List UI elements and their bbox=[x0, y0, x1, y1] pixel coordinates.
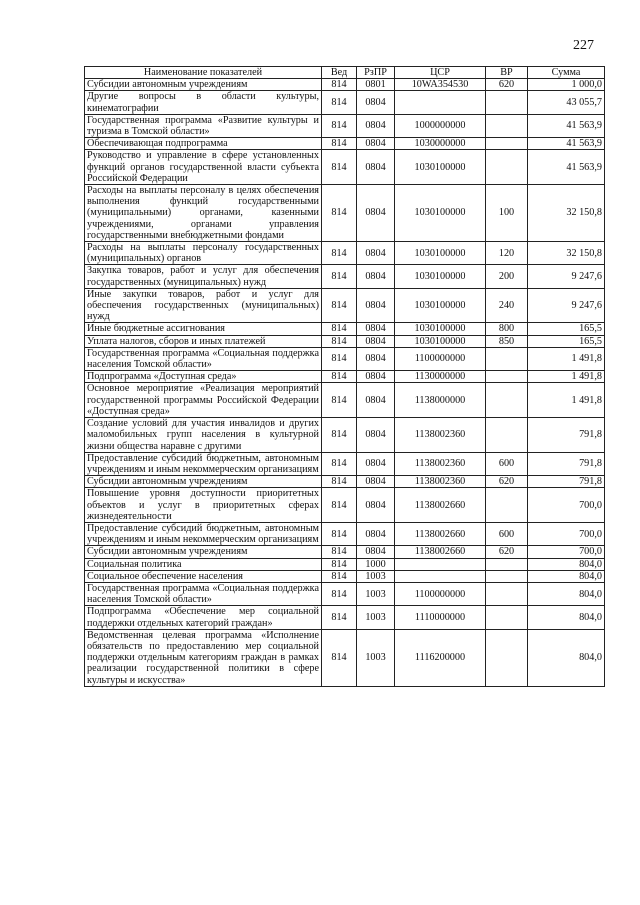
header-csr: ЦСР bbox=[395, 67, 486, 79]
cell-csr: 1030100000 bbox=[395, 242, 486, 265]
cell-name: Обеспечивающая подпрограмма bbox=[85, 138, 322, 150]
table-row bbox=[85, 418, 605, 453]
cell-name: Другие вопросы в области культуры, кинематографии bbox=[85, 91, 322, 114]
table-row bbox=[85, 476, 605, 488]
cell-vr bbox=[486, 606, 528, 629]
cell-name: Предоставление субсидий бюджетным, автономным учреждениям и иным некоммерческим организациям bbox=[85, 452, 322, 475]
table-header-row bbox=[85, 67, 605, 79]
table-row bbox=[85, 522, 605, 545]
cell-csr: 1138002660 bbox=[395, 522, 486, 545]
table-row bbox=[85, 570, 605, 582]
cell-csr: 1100000000 bbox=[395, 347, 486, 370]
table-row bbox=[85, 79, 605, 91]
cell-csr: 1100000000 bbox=[395, 582, 486, 605]
cell-rzpr: 0804 bbox=[357, 323, 395, 335]
cell-vr bbox=[486, 488, 528, 523]
cell-csr: 1030100000 bbox=[395, 150, 486, 185]
page-number: 227 bbox=[573, 38, 594, 53]
cell-name: Подпрограмма «Обеспечение мер социальной поддержки отдельных категорий граждан» bbox=[85, 606, 322, 629]
cell-vr: 620 bbox=[486, 79, 528, 91]
cell-vr bbox=[486, 383, 528, 418]
cell-name: Подпрограмма «Доступная среда» bbox=[85, 371, 322, 383]
table-row bbox=[85, 150, 605, 185]
cell-csr: 1030100000 bbox=[395, 323, 486, 335]
cell-sum: 9 247,6 bbox=[528, 288, 605, 323]
header-rzpr: РзПР bbox=[357, 67, 395, 79]
cell-ved: 814 bbox=[322, 582, 357, 605]
cell-csr: 1138002360 bbox=[395, 418, 486, 453]
cell-sum: 165,5 bbox=[528, 323, 605, 335]
table-row bbox=[85, 546, 605, 558]
cell-name: Субсидии автономным учреждениям bbox=[85, 546, 322, 558]
cell-name: Повышение уровня доступности приоритетных объектов и услуг в приоритетных сферах жизнедеятельности bbox=[85, 488, 322, 523]
cell-ved: 814 bbox=[322, 452, 357, 475]
cell-rzpr: 0804 bbox=[357, 488, 395, 523]
cell-name: Социальная политика bbox=[85, 558, 322, 570]
cell-rzpr: 0804 bbox=[357, 138, 395, 150]
table-row bbox=[85, 582, 605, 605]
cell-ved: 814 bbox=[322, 476, 357, 488]
cell-csr bbox=[395, 558, 486, 570]
cell-sum: 804,0 bbox=[528, 582, 605, 605]
cell-csr: 1138002360 bbox=[395, 476, 486, 488]
cell-rzpr: 0804 bbox=[357, 185, 395, 242]
table-row bbox=[85, 91, 605, 114]
cell-sum: 804,0 bbox=[528, 606, 605, 629]
cell-ved: 814 bbox=[322, 558, 357, 570]
cell-sum: 41 563,9 bbox=[528, 138, 605, 150]
cell-ved: 814 bbox=[322, 323, 357, 335]
cell-ved: 814 bbox=[322, 629, 357, 686]
cell-sum: 1 000,0 bbox=[528, 79, 605, 91]
cell-rzpr: 0804 bbox=[357, 114, 395, 137]
cell-csr: 1130000000 bbox=[395, 371, 486, 383]
table-row bbox=[85, 558, 605, 570]
table-row bbox=[85, 606, 605, 629]
cell-rzpr: 1003 bbox=[357, 606, 395, 629]
cell-name: Государственная программа «Социальная поддержка населения Томской области» bbox=[85, 582, 322, 605]
cell-csr: 1030100000 bbox=[395, 265, 486, 288]
cell-sum: 41 563,9 bbox=[528, 150, 605, 185]
cell-vr: 600 bbox=[486, 522, 528, 545]
cell-csr: 1000000000 bbox=[395, 114, 486, 137]
cell-name: Государственная программа «Развитие культуры и туризма в Томской области» bbox=[85, 114, 322, 137]
cell-ved: 814 bbox=[322, 242, 357, 265]
cell-ved: 814 bbox=[322, 79, 357, 91]
cell-sum: 32 150,8 bbox=[528, 185, 605, 242]
cell-vr: 850 bbox=[486, 335, 528, 347]
cell-sum: 700,0 bbox=[528, 522, 605, 545]
cell-vr bbox=[486, 629, 528, 686]
cell-rzpr: 0804 bbox=[357, 265, 395, 288]
cell-vr: 600 bbox=[486, 452, 528, 475]
table-row bbox=[85, 371, 605, 383]
cell-vr bbox=[486, 150, 528, 185]
table-row bbox=[85, 629, 605, 686]
cell-vr: 200 bbox=[486, 265, 528, 288]
cell-name: Субсидии автономным учреждениям bbox=[85, 476, 322, 488]
cell-vr bbox=[486, 114, 528, 137]
cell-rzpr: 1003 bbox=[357, 629, 395, 686]
cell-csr: 1030100000 bbox=[395, 335, 486, 347]
cell-csr bbox=[395, 91, 486, 114]
cell-csr: 10WA354530 bbox=[395, 79, 486, 91]
cell-rzpr: 1003 bbox=[357, 570, 395, 582]
cell-sum: 41 563,9 bbox=[528, 114, 605, 137]
cell-rzpr: 0804 bbox=[357, 371, 395, 383]
cell-vr bbox=[486, 570, 528, 582]
cell-name: Иные закупки товаров, работ и услуг для обеспечения государственных (муниципальных) нужд bbox=[85, 288, 322, 323]
budget-table bbox=[84, 66, 605, 687]
cell-rzpr: 0804 bbox=[357, 91, 395, 114]
cell-sum: 43 055,7 bbox=[528, 91, 605, 114]
table-row bbox=[85, 288, 605, 323]
cell-csr: 1138002660 bbox=[395, 546, 486, 558]
cell-vr bbox=[486, 91, 528, 114]
cell-sum: 700,0 bbox=[528, 546, 605, 558]
cell-name: Расходы на выплаты персоналу государственных (муниципальных) органов bbox=[85, 242, 322, 265]
cell-rzpr: 0804 bbox=[357, 242, 395, 265]
cell-csr: 1030100000 bbox=[395, 185, 486, 242]
cell-name: Создание условий для участия инвалидов и других маломобильных групп населения в культурной жизни общества наравне с другими bbox=[85, 418, 322, 453]
cell-ved: 814 bbox=[322, 185, 357, 242]
cell-ved: 814 bbox=[322, 546, 357, 558]
cell-sum: 791,8 bbox=[528, 476, 605, 488]
table-row bbox=[85, 335, 605, 347]
cell-vr: 620 bbox=[486, 476, 528, 488]
cell-vr bbox=[486, 558, 528, 570]
cell-csr: 1030100000 bbox=[395, 288, 486, 323]
cell-csr: 1138002360 bbox=[395, 452, 486, 475]
table-row bbox=[85, 114, 605, 137]
cell-ved: 814 bbox=[322, 371, 357, 383]
cell-ved: 814 bbox=[322, 91, 357, 114]
cell-sum: 1 491,8 bbox=[528, 383, 605, 418]
header-vr: ВР bbox=[486, 67, 528, 79]
header-sum: Сумма bbox=[528, 67, 605, 79]
table-row bbox=[85, 323, 605, 335]
cell-rzpr: 0804 bbox=[357, 150, 395, 185]
cell-name: Закупка товаров, работ и услуг для обеспечения государственных (муниципальных) нужд bbox=[85, 265, 322, 288]
cell-rzpr: 0804 bbox=[357, 418, 395, 453]
header-name: Наименование показателей bbox=[85, 67, 322, 79]
cell-sum: 804,0 bbox=[528, 629, 605, 686]
cell-ved: 814 bbox=[322, 418, 357, 453]
cell-sum: 700,0 bbox=[528, 488, 605, 523]
cell-sum: 1 491,8 bbox=[528, 347, 605, 370]
cell-csr: 1116200000 bbox=[395, 629, 486, 686]
cell-ved: 814 bbox=[322, 150, 357, 185]
cell-rzpr: 0804 bbox=[357, 546, 395, 558]
cell-rzpr: 0804 bbox=[357, 452, 395, 475]
table-row bbox=[85, 452, 605, 475]
table-row bbox=[85, 138, 605, 150]
cell-vr bbox=[486, 582, 528, 605]
cell-rzpr: 0804 bbox=[357, 383, 395, 418]
cell-name: Социальное обеспечение населения bbox=[85, 570, 322, 582]
cell-rzpr: 0804 bbox=[357, 522, 395, 545]
cell-rzpr: 0804 bbox=[357, 335, 395, 347]
cell-ved: 814 bbox=[322, 570, 357, 582]
cell-name: Уплата налогов, сборов и иных платежей bbox=[85, 335, 322, 347]
table-row bbox=[85, 347, 605, 370]
cell-ved: 814 bbox=[322, 114, 357, 137]
cell-ved: 814 bbox=[322, 488, 357, 523]
cell-ved: 814 bbox=[322, 347, 357, 370]
cell-sum: 32 150,8 bbox=[528, 242, 605, 265]
cell-ved: 814 bbox=[322, 522, 357, 545]
cell-vr: 120 bbox=[486, 242, 528, 265]
table-row bbox=[85, 488, 605, 523]
cell-sum: 165,5 bbox=[528, 335, 605, 347]
cell-sum: 1 491,8 bbox=[528, 371, 605, 383]
cell-csr: 1138002660 bbox=[395, 488, 486, 523]
cell-sum: 9 247,6 bbox=[528, 265, 605, 288]
cell-rzpr: 1000 bbox=[357, 558, 395, 570]
cell-ved: 814 bbox=[322, 383, 357, 418]
cell-ved: 814 bbox=[322, 138, 357, 150]
cell-csr bbox=[395, 570, 486, 582]
cell-ved: 814 bbox=[322, 288, 357, 323]
cell-name: Предоставление субсидий бюджетным, автономным учреждениям и иным некоммерческим организациям bbox=[85, 522, 322, 545]
cell-name: Руководство и управление в сфере установленных функций органов государственной власти субъекта Российской Федерации bbox=[85, 150, 322, 185]
cell-vr: 240 bbox=[486, 288, 528, 323]
cell-name: Иные бюджетные ассигнования bbox=[85, 323, 322, 335]
cell-ved: 814 bbox=[322, 606, 357, 629]
table-row bbox=[85, 265, 605, 288]
cell-rzpr: 0801 bbox=[357, 79, 395, 91]
cell-rzpr: 0804 bbox=[357, 476, 395, 488]
cell-name: Государственная программа «Социальная поддержка населения Томской области» bbox=[85, 347, 322, 370]
cell-csr: 1030000000 bbox=[395, 138, 486, 150]
cell-sum: 804,0 bbox=[528, 570, 605, 582]
cell-name: Ведомственная целевая программа «Исполнение обязательств по предоставлению мер социальной поддержки отдельным категориям граждан в рамках реализации государственной политики в сфере культуры и искусства» bbox=[85, 629, 322, 686]
cell-rzpr: 0804 bbox=[357, 288, 395, 323]
table-row bbox=[85, 383, 605, 418]
cell-name: Субсидии автономным учреждениям bbox=[85, 79, 322, 91]
cell-sum: 791,8 bbox=[528, 418, 605, 453]
cell-sum: 804,0 bbox=[528, 558, 605, 570]
table-row bbox=[85, 185, 605, 242]
cell-csr: 1138000000 bbox=[395, 383, 486, 418]
cell-vr: 800 bbox=[486, 323, 528, 335]
cell-vr bbox=[486, 138, 528, 150]
cell-rzpr: 1003 bbox=[357, 582, 395, 605]
cell-name: Расходы на выплаты персоналу в целях обеспечения выполнения функций государственными (муниципальными) органами, казенными учреждениями, органами управления государственными внебюджетными фондами bbox=[85, 185, 322, 242]
cell-vr bbox=[486, 418, 528, 453]
cell-rzpr: 0804 bbox=[357, 347, 395, 370]
cell-vr bbox=[486, 371, 528, 383]
cell-ved: 814 bbox=[322, 265, 357, 288]
cell-vr bbox=[486, 347, 528, 370]
cell-name: Основное мероприятие «Реализация мероприятий государственной программы Российской Федерации «Доступная среда» bbox=[85, 383, 322, 418]
cell-vr: 620 bbox=[486, 546, 528, 558]
header-ved: Вед bbox=[322, 67, 357, 79]
table-row bbox=[85, 242, 605, 265]
cell-sum: 791,8 bbox=[528, 452, 605, 475]
cell-ved: 814 bbox=[322, 335, 357, 347]
table-body bbox=[85, 79, 605, 687]
cell-csr: 1110000000 bbox=[395, 606, 486, 629]
cell-vr: 100 bbox=[486, 185, 528, 242]
